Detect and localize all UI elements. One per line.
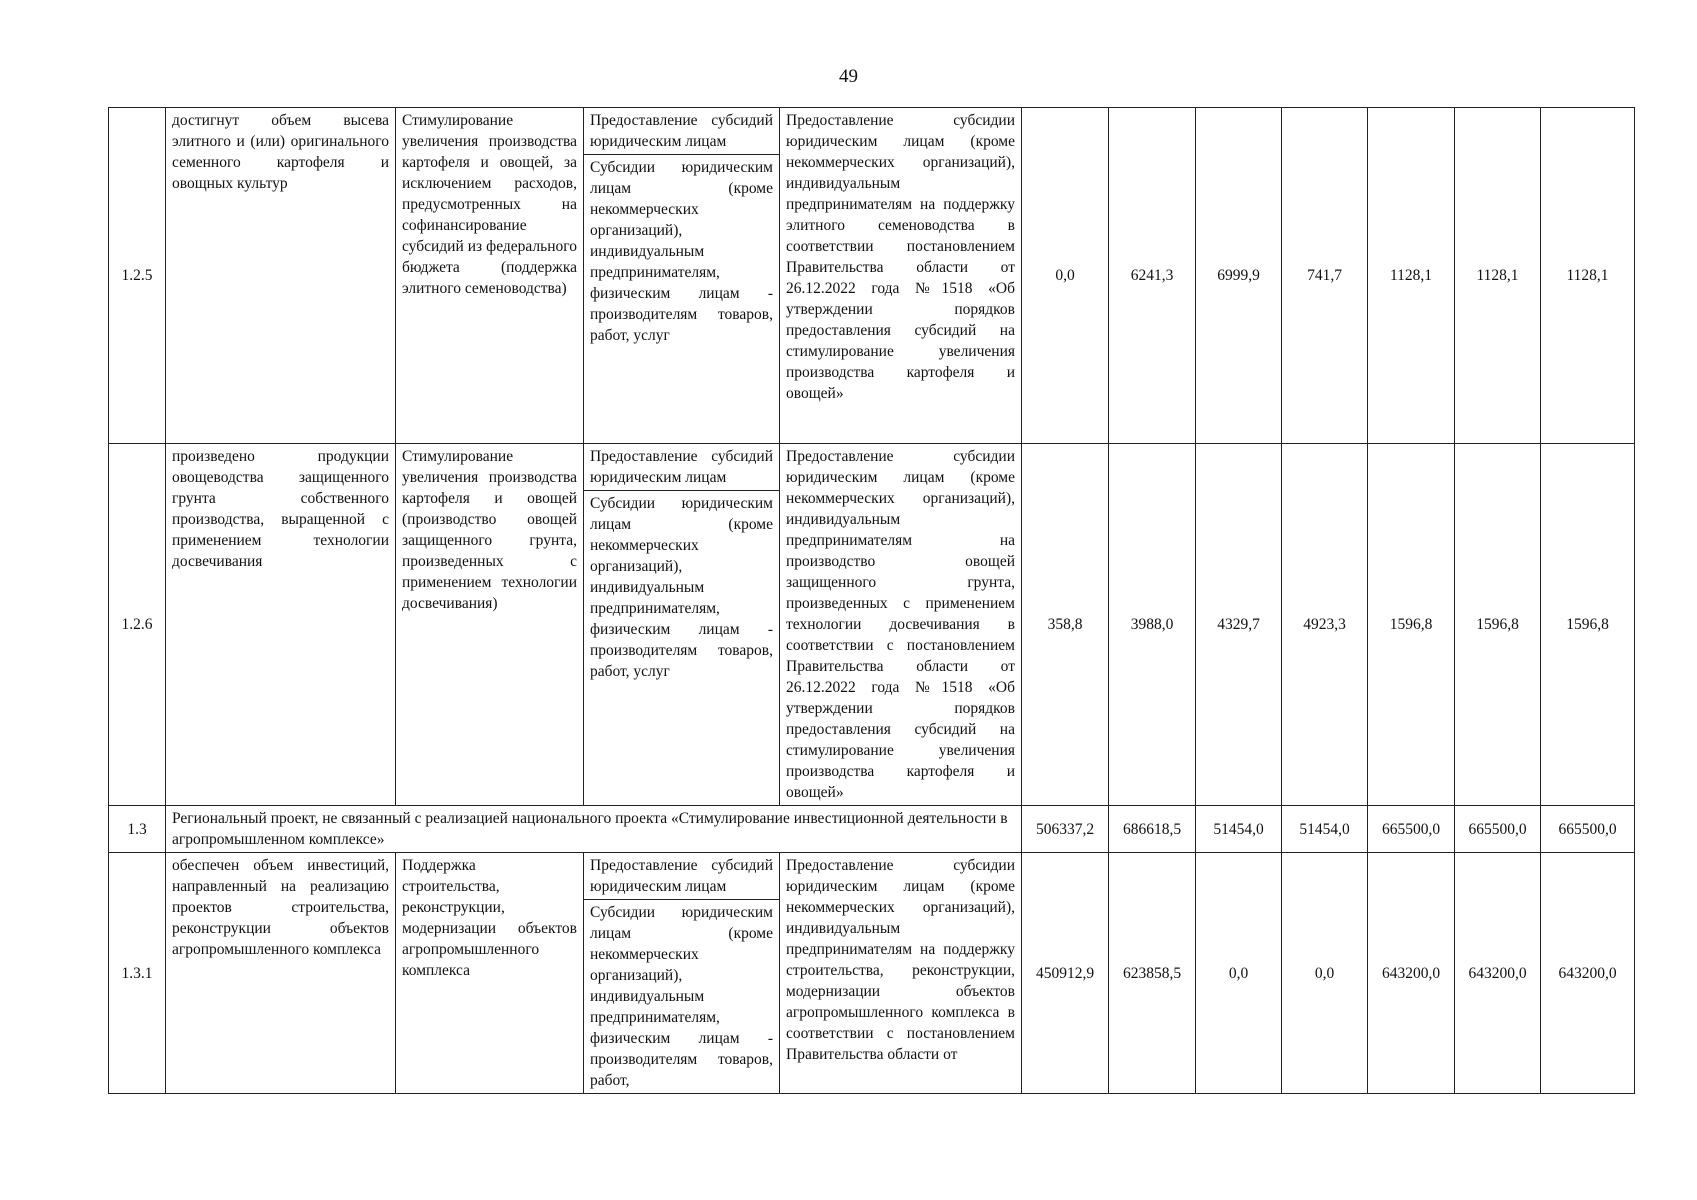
table-row bbox=[109, 108, 1635, 444]
instrument-detail: Субсидии юридическим лицам (кроме некоммерческих организаций), индивидуальным предпринимателям, физическим лицам - производителям товаров, работ, услуг bbox=[590, 159, 773, 344]
row-code: 1.3 bbox=[109, 806, 166, 853]
instrument-detail: Субсидии юридическим лицам (кроме некоммерческих организаций), индивидуальным предпринимателям, физическим лицам - производителям товаров, работ, bbox=[590, 904, 773, 1089]
value-cell: 1128,1 bbox=[1455, 108, 1541, 444]
value-cell: 686618,5 bbox=[1109, 806, 1196, 853]
measure-cell: Стимулирование увеличения производства картофеля и овощей (производство овощей защищенного грунта, произведенных с применением технологии досвечивания) bbox=[396, 444, 584, 806]
value-cell: 3988,0 bbox=[1109, 444, 1196, 806]
value-cell: 665500,0 bbox=[1368, 806, 1455, 853]
value-cell: 623858,5 bbox=[1109, 853, 1196, 1094]
result-cell: обеспечен объем инвестиций, направленный на реализацию проектов строительства, реконструкции объектов агропромышленного комплекса bbox=[166, 853, 396, 1094]
value-cell: 51454,0 bbox=[1196, 806, 1282, 853]
value-cell: 1596,8 bbox=[1455, 444, 1541, 806]
value-cell: 1128,1 bbox=[1541, 108, 1635, 444]
page-number: 49 bbox=[839, 66, 858, 87]
value-cell: 643200,0 bbox=[1455, 853, 1541, 1094]
instrument-type: Предоставление субсидий юридическим лицам bbox=[584, 853, 779, 900]
value-cell: 0,0 bbox=[1282, 853, 1368, 1094]
measure-cell: Стимулирование увеличения производства картофеля и овощей, за исключением расходов, предусмотренных на софинансирование субсидий из федерального бюджета (поддержка элитного семеноводства) bbox=[396, 108, 584, 444]
row-code: 1.2.5 bbox=[109, 108, 166, 444]
description-cell: Предоставление субсидии юридическим лицам (кроме некоммерческих организаций), индивидуальным предпринимателям на производство овощей защищенного грунта, произведенных с применением технологии досвечивания в соответствии с постановлением Правительства области от 26.12.2022 года №1518 «Об утверждении порядков предоставления субсидий на стимулирование увеличения производства картофеля и овощей» bbox=[780, 444, 1022, 806]
section-row bbox=[109, 806, 1635, 853]
table-row bbox=[109, 853, 1635, 1094]
value-cell: 665500,0 bbox=[1455, 806, 1541, 853]
value-cell: 665500,0 bbox=[1541, 806, 1635, 853]
value-cell: 643200,0 bbox=[1541, 853, 1635, 1094]
program-table bbox=[108, 107, 1635, 1094]
value-cell: 1596,8 bbox=[1368, 444, 1455, 806]
measure-cell: Поддержка строительства, реконструкции, модернизации объектов агропромышленного комплекса bbox=[396, 853, 584, 1094]
value-cell: 741,7 bbox=[1282, 108, 1368, 444]
value-cell: 358,8 bbox=[1022, 444, 1109, 806]
result-cell: достигнут объем высева элитного и (или) оригинального семенного картофеля и овощных культур bbox=[166, 108, 396, 444]
description-cell: Предоставление субсидии юридическим лицам (кроме некоммерческих организаций), индивидуальным предпринимателям на поддержку строительства, реконструкции, модернизации объектов агропромышленного комплекса в соответствии с постановлением Правительства области от bbox=[780, 853, 1022, 1094]
row-code: 1.2.6 bbox=[109, 444, 166, 806]
value-cell: 51454,0 bbox=[1282, 806, 1368, 853]
table-row bbox=[109, 444, 1635, 806]
value-cell: 0,0 bbox=[1196, 853, 1282, 1094]
value-cell: 1596,8 bbox=[1541, 444, 1635, 806]
instrument-type: Предоставление субсидий юридическим лицам bbox=[584, 108, 779, 155]
section-title: Региональный проект, не связанный с реализацией национального проекта «Стимулирование инвестиционной деятельности в агропромышленном комплексе» bbox=[166, 806, 1022, 853]
value-cell: 506337,2 bbox=[1022, 806, 1109, 853]
description-cell: Предоставление субсидии юридическим лицам (кроме некоммерческих организаций), индивидуальным предпринимателям на поддержку элитного семеноводства в соответствии постановлением Правительства области от 26.12.2022 года №1518 «Об утверждении порядков предоставления субсидий на стимулирование увеличения производства картофеля и овощей» bbox=[780, 108, 1022, 444]
value-cell: 450912,9 bbox=[1022, 853, 1109, 1094]
instrument-detail: Субсидии юридическим лицам (кроме некоммерческих организаций), индивидуальным предпринимателям, физическим лицам - производителям товаров, работ, услуг bbox=[590, 495, 773, 680]
instrument-cell bbox=[584, 108, 780, 444]
value-cell: 4329,7 bbox=[1196, 444, 1282, 806]
value-cell: 0,0 bbox=[1022, 108, 1109, 444]
value-cell: 1128,1 bbox=[1368, 108, 1455, 444]
value-cell: 6999,9 bbox=[1196, 108, 1282, 444]
result-cell: произведено продукции овощеводства защищенного грунта собственного производства, выращенной с применением технологии досвечивания bbox=[166, 444, 396, 806]
instrument-type: Предоставление субсидий юридическим лицам bbox=[584, 444, 779, 491]
value-cell: 6241,3 bbox=[1109, 108, 1196, 444]
instrument-cell bbox=[584, 444, 780, 806]
value-cell: 643200,0 bbox=[1368, 853, 1455, 1094]
instrument-cell bbox=[584, 853, 780, 1094]
value-cell: 4923,3 bbox=[1282, 444, 1368, 806]
row-code: 1.3.1 bbox=[109, 853, 166, 1094]
